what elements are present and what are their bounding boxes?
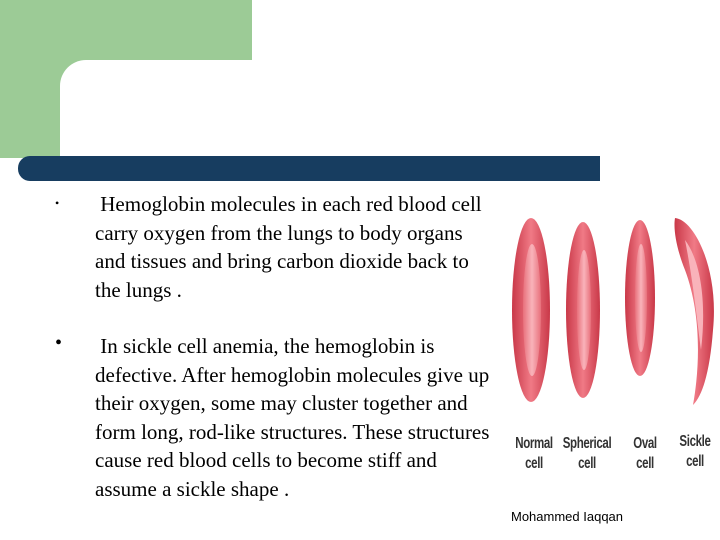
sickle-cell-shape (674, 218, 713, 405)
oval-cell-label: Oval cell (633, 435, 657, 472)
oval-cell-shape (625, 220, 655, 376)
sickle-cell-label: Sickle cell (679, 433, 711, 470)
red-blood-cell-figure (505, 210, 720, 410)
bullet-text: Hemoglobin molecules in each red blood cell carry oxygen from the lungs to body organs and tissues and bring carbon dioxide back to the lungs . (95, 192, 487, 302)
normal-cell-shape (512, 218, 550, 402)
spherical-cell-label: Spherical cell (562, 435, 612, 472)
author-credit: Mohammed Iaqqan (511, 509, 624, 524)
normal-cell-label: Normal cell (515, 435, 553, 472)
cell-type-labels (510, 428, 720, 498)
title-bar (18, 156, 600, 181)
bullet-item-oxygen (55, 190, 495, 304)
bullet-item-sickle (55, 332, 495, 503)
bullet-marker: • (55, 332, 63, 354)
bullet-marker: • (55, 196, 60, 210)
bullet-text: In sickle cell anemia, the hemoglobin is defective. After hemoglobin molecules give up their oxygen, some may cluster together and form long, rod-like structures. These structures cause red blood cells to become stiff and assume a sickle shape . (95, 334, 495, 501)
spherical-cell-shape (566, 222, 600, 398)
